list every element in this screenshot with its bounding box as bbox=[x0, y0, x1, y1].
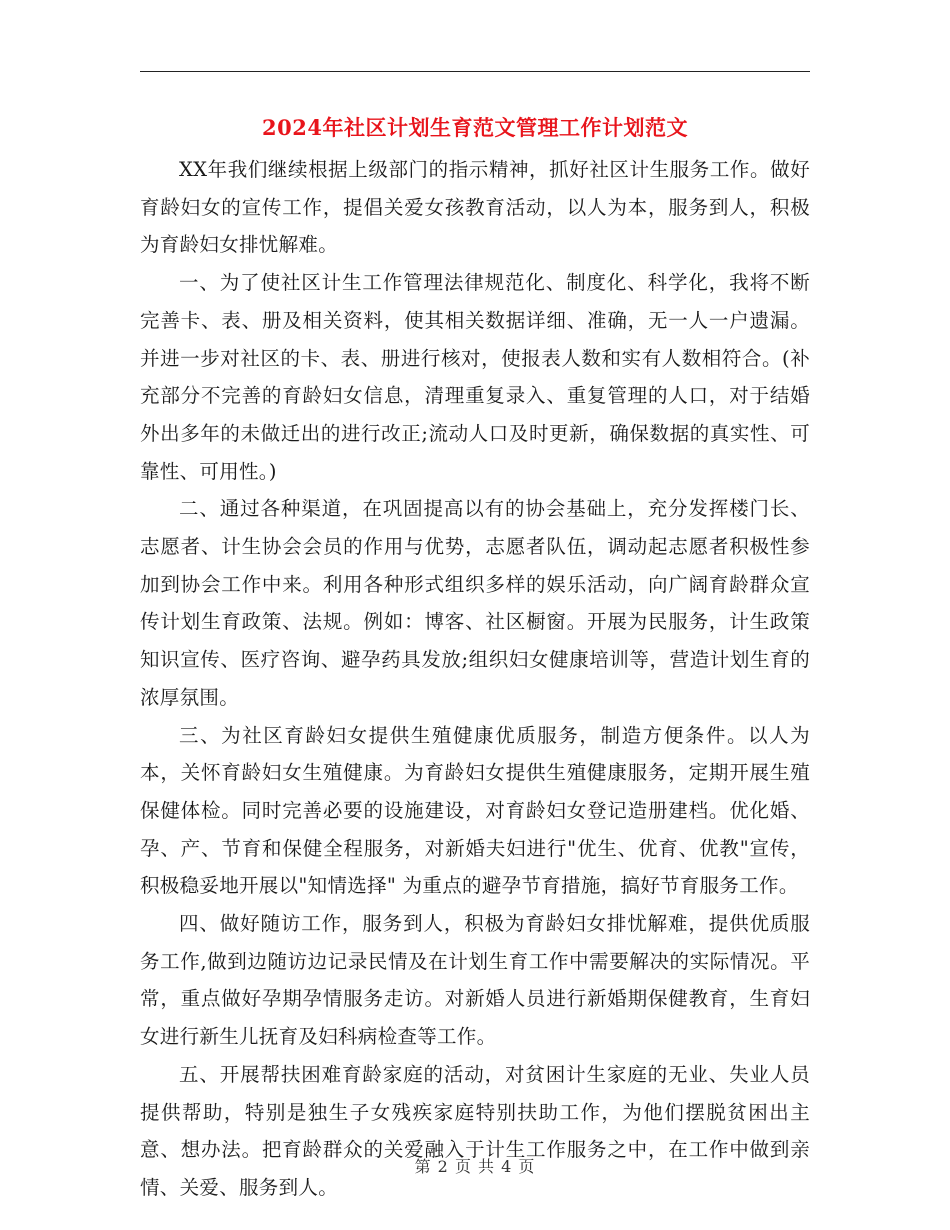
paragraph-section-5: 五、开展帮扶困难育龄家庭的活动，对贫困计生家庭的无业、失业人员提供帮助，特别是独生子女残疾家庭特别扶助工作，为他们摆脱贫困出主意、想办法。把育龄群众的关爱融入于计生工作服务之中，在工作中做到亲情、关爱、服务到人。 bbox=[140, 1062, 810, 1199]
paragraph-intro: XX年我们继续根据上级部门的指示精神，抓好社区计生服务工作。做好育龄妇女的宣传工作，提倡关爱女孩教育活动，以人为本，服务到人，积极为育龄妇女排忧解难。 bbox=[140, 158, 810, 257]
page-number: 第 2 页 共 4 页 bbox=[414, 1157, 536, 1176]
paragraph-section-2: 二、通过各种渠道，在巩固提高以有的协会基础上，充分发挥楼门长、志愿者、计生协会会员的作用与优势，志愿者队伍，调动起志愿者积极性参加到协会工作中来。利用各种形式组织多样的娱乐活动，向广阔育龄群众宣传计划生育政策、法规。例如：博客、社区橱窗。开展为民服务，计生政策知识宣传、医疗咨询、避孕药具发放;组织妇女健康培训等，营造计划生育的浓厚氛围。 bbox=[140, 497, 810, 709]
paragraph-section-1: 一、为了使社区计生工作管理法律规范化、制度化、科学化，我将不断完善卡、表、册及相关资料，使其相关数据详细、准确，无一人一户遗漏。并进一步对社区的卡、表、册进行核对，使报表人数和实有人数相符合。(补充部分不完善的育龄妇女信息，清理重复录入、重复管理的人口，对于结婚外出多年的未做迁出的进行改正;流动人口及时更新，确保数据的真实性、可靠性、可用性。) bbox=[140, 271, 810, 483]
paragraph-section-4: 四、做好随访工作，服务到人，积极为育龄妇女排忧解难，提供优质服务工作,做到边随访边记录民情及在计划生育工作中需要解决的实际情况。平常，重点做好孕期孕情服务走访。对新婚人员进行新婚期保健教育，生育妇女进行新生儿抚育及妇科病检查等工作。 bbox=[140, 912, 810, 1049]
header-rule bbox=[140, 71, 810, 72]
document-body bbox=[140, 151, 810, 1207]
document-title: 2024年社区计划生育范文管理工作计划范文 bbox=[262, 115, 688, 140]
paragraph-section-3: 三、为社区育龄妇女提供生殖健康优质服务，制造方便条件。以人为本，关怀育龄妇女生殖健康。为育龄妇女提供生殖健康服务，定期开展生殖保健体检。同时完善必要的设施建设，对育龄妇女登记造册建档。优化婚、孕、产、节育和保健全程服务，对新婚夫妇进行"优生、优育、优教"宣传，积极稳妥地开展以"知情选择" 为重点的避孕节育措施，搞好节育服务工作。 bbox=[140, 723, 810, 898]
